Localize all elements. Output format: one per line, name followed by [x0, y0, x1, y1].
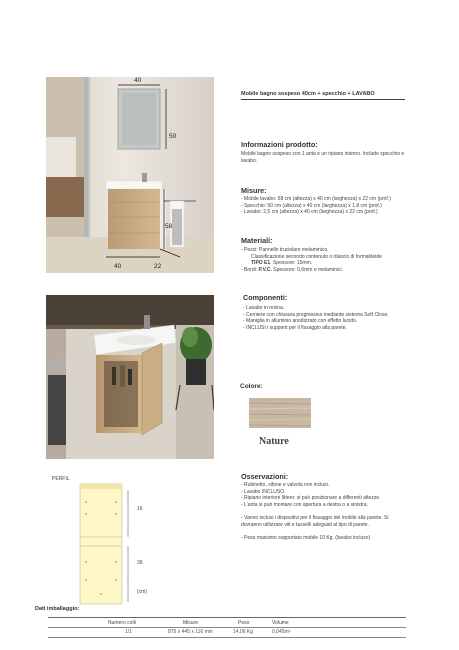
mirror-height-label: 50 [169, 133, 177, 140]
measure-line: - Lavabo: 2,5 cm (altezza) x 40 cm (larghezza) x 22 cm (prof.) [241, 209, 378, 216]
info-text: Mobile bagno sospeso con 1 anta e un ripiano interno. Include specchio e lavabo. [241, 151, 405, 164]
packaging-bottom-rule [48, 637, 406, 638]
profile-dim-lower: 39 [137, 560, 143, 566]
packaging-cell-count: 1/1 [125, 629, 132, 635]
cabinet-depth-label: 22 [154, 263, 162, 270]
materials-edge-rest: Spessore: 0,6mm e melaminici. [271, 266, 344, 273]
materials-edge-pre: - Bordi: [241, 266, 259, 273]
color-swatch [249, 398, 311, 428]
observations-list [241, 482, 421, 541]
observation-line [241, 508, 421, 515]
observation-line [241, 528, 421, 535]
bathroom-scene-illustration [46, 77, 214, 273]
measure-line: - Specchio: 50 cm (altezza) x 40 cm (larghezza) x 1,8 cm (prof.) [241, 202, 382, 209]
materials-heading: Materiali: [241, 236, 273, 245]
mirror-width-label: 40 [134, 77, 142, 84]
components-heading: Componenti: [243, 293, 288, 302]
observations-heading: Osservazioni: [241, 472, 289, 481]
packaging-heading: Dati imballaggio: [35, 606, 80, 612]
observation-line: dovranno utilizzare viti e tasselli adeguati al tipo di parete. [241, 521, 369, 528]
cabinet-height-label: 58 [165, 223, 173, 230]
info-heading: Informazioni prodotto: [241, 140, 318, 149]
packaging-header-weight: Peso [238, 620, 250, 626]
packaging-cell-weight: 14,06 Kg [233, 629, 254, 635]
color-name: Nature [259, 436, 289, 447]
measures-list [241, 196, 421, 216]
wood-texture-swatch [249, 398, 311, 428]
materials-type-rest: . Spessore: 15mm. [270, 260, 313, 267]
product-title: Mobile bagno sospeso 40cm + specchio + LAVABO [241, 91, 375, 97]
observation-line: - Ripiano interiore libero: si può posizionare a differenti altezze. [241, 495, 381, 502]
observation-line: - Peso massimo sopportato mobile 10 Kg. (lavabo incluso) [241, 534, 371, 541]
profile-label: PERFIL [52, 476, 70, 482]
cabinet-closeup-illustration [46, 295, 214, 459]
materials-list [241, 247, 421, 273]
packaging-top-rule [48, 617, 406, 618]
product-photo-closeup [46, 295, 214, 459]
materials-type-bold: TIPO E1 [251, 260, 271, 267]
product-photo-with-dimensions [46, 77, 214, 273]
observation-line: - L'anta si può montare con apertura a destra o a sinistra. [241, 501, 368, 508]
packaging-header-count: Numero colli [108, 620, 136, 626]
measures-heading: Misure: [241, 186, 267, 195]
title-underline [241, 99, 405, 100]
packaging-cell-volume: 0,045m³ [272, 629, 291, 635]
materials-line [241, 267, 421, 274]
components-list [243, 305, 423, 331]
component-line: - Cerniere con chiusura progressiva mediante sistema Soft Close. [243, 311, 389, 318]
packaging-cell-size: 875 x 445 x 116 mm [168, 629, 213, 635]
packaging-mid-rule [48, 627, 406, 628]
component-line: - Maniglia in alluminio anodizzato con effetto lucido. [243, 318, 358, 325]
materials-edge-bold: P.V.C. [258, 266, 272, 273]
component-line: - Lavabo in resina. [243, 305, 285, 311]
measure-line: - Mobile lavabo: 58 cm (altezza) x 40 cm (larghezza) x 22 cm (prof.) [241, 196, 391, 202]
materials-line: Classificazione secondo contenuto o rilascio di formaldeide [251, 253, 382, 260]
profile-unit: (cm) [137, 589, 147, 595]
materials-line: - Pezzi: Pannello truciolare melaminico. [241, 247, 329, 253]
packaging-header-volume: Volume [272, 620, 289, 626]
observation-line: - Vanno inclusi i dispositivi per il fissaggio del mobile alla parete. Si [241, 514, 389, 521]
cabinet-width-label: 40 [114, 263, 122, 270]
observation-line: - Lavabo INCLUSO. [241, 488, 286, 495]
observation-line: - Rubinetto, sifone e valvola non inclusi. [241, 482, 330, 488]
color-heading: Colore: [240, 383, 263, 390]
profile-dim-upper: 16 [137, 506, 143, 512]
packaging-header-size: Misure [183, 620, 199, 626]
materials-line [241, 260, 421, 267]
component-line: - INCLUSI i supporti per il fissaggio alla parete. [243, 324, 347, 331]
